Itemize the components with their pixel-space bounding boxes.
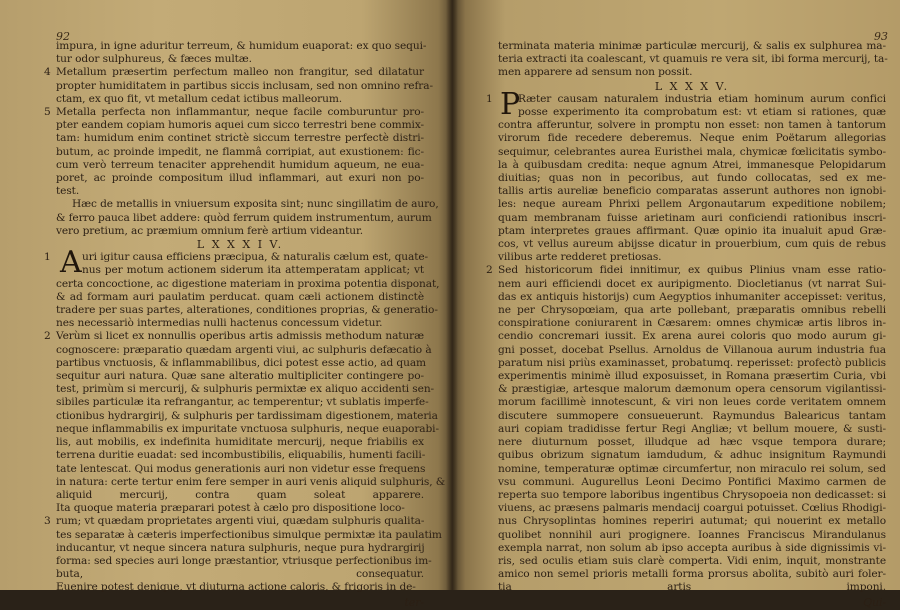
text-line: vsu communi. Augurellus Leoni Decimo Pontifici Maximo carmen de [498,475,886,488]
text-line: vilibus arte redderet pretiosas. [498,251,662,264]
text-line: forma: sed species auri longe præstantior, vtriusque perfectionibus im- [56,554,432,567]
text-line: terminata materia minimæ particulæ mercurij, & salis ex sulphurea ma- [498,40,886,52]
text-line: ris, sed oculis etiam suis clarè comperta. Vidi enim, inquit, monstrante [498,554,886,567]
text-line: paratum nisi priùs examinasset, probatumq. reperisset: profectò publicis [498,356,886,369]
text-line: tradere per suas partes, alterationes, conditiones proprias, & generatio- [56,304,438,317]
paragraph-number: 3 [44,515,51,528]
right-page-text [486,40,888,610]
text-line: poret, ac proinde compositum illud inflammari, aut exuri non po- [56,172,424,185]
text-line: quolibet nonnihil auri progignere. Ioannes Franciscus Mirandulanus [498,528,886,541]
text-line: men apparere ad sensum non possit. [498,66,693,79]
text-line: pter eandem copiam humoris aquei cum sicco terrestri bene commix- [56,119,424,132]
text-line: morum facillimè innotescunt, & viri non leues corde veritatem omnem [498,396,886,409]
text-line: Euenire potest denique, vt diuturna actione caloris, & frigoris in de- [56,581,416,594]
text-line: cendio concremari iussit. Ex arena aurei coloris quo modo aurum gi- [498,330,886,343]
text-line: Hæc de metallis in vniuersum exposita sint; nunc singillatim de auro, [72,198,439,211]
text-line: experimentis minimè illud exposuisset, in Romana præsertim Curia, vbi [498,370,886,383]
text-line: Metalla perfecta non inflammantur, neque facile comburuntur pro- [56,106,424,119]
text-line: vero pretium, ac præmium omnium ferè artium videantur. [56,224,364,237]
text-line: tes separatæ à cæteris imperfectionibus simulque permixtæ ita paulatim [56,528,442,541]
text-line: cum verò terreum tenaciter apprehendit humidum aqueum, ne eua- [56,158,424,171]
text-line: nem auri efficiendi docet ex auripigmento. Diocletianus (vt narrat Sui- [498,277,886,290]
text-line: tam: humidum enim continet strictè siccum terrestre perfectè distri- [56,132,424,145]
text-line: Ita quoque materia præparari potest à cælo pro dispositione loco- [56,502,405,515]
text-line: L X X X V. [654,79,730,93]
text-line: nus Chrysoplintas homines reperiri autumat; qui nouerint ex metallo [498,515,886,528]
text-line: sibiles particulæ ita refrangantur, ac temperentur; vt sublatis imperfe- [56,396,429,409]
text-line: test. [56,185,80,198]
text-line: cos, vt vellus aureum abijsse dicatur in prouerbium, cum quis de rebus [498,238,886,251]
text-line: exempla narrat, non solum ab ipso accepta auribus à side dignissimis vi- [498,541,886,554]
text-line: viuens, ac præsens palmaris mendacij coargui potuisset. Cœlius Rhodigi- [498,502,886,515]
text-line: Ræter causam naturalem industria etiam hominum aurum confici [518,92,886,105]
text-line: les: neque auream Phrixi pellem Argonautarum expeditione nobilem; [498,198,886,211]
paragraph-number: 1 [486,92,493,105]
text-line: uri igitur causa efficiens præcipua, & naturalis cælum est, quate- [82,251,429,264]
text-line: test, primùm si mercurij, & sulphuris permixtæ ex aliquo accidenti sen- [56,383,435,396]
drop-cap: A [60,245,82,281]
text-line: discutere summopere consueuerunt. Raymundus Balearicus tantam [498,409,886,422]
text-line: rum; vt quædam proprietates argenti viui, quædam sulphuris qualita- [56,515,425,528]
right-page-number: 93 [874,30,888,43]
catchword: Qui- [863,596,886,610]
left-page-text [44,40,446,610]
text-line: buta, consequatur. [56,568,424,581]
text-line: nere diuturnum posset, illudque ad hæc vsque tempora durare; [498,436,886,449]
text-line: nus per motum actionem siderum ita attemperatam applicat; vt [82,264,424,277]
catchword: ter- [404,596,424,610]
text-line: reperta suo tempore laboribus ingentibus Chrysopoeia non dedicasset: si [498,488,886,501]
text-line: diuitias; quas non in pecoribus, aut fundo collocatas, sed ex me- [498,172,886,185]
text-line: posse experimento ita comprobatum est: vt etiam si rationes, quæ [518,106,886,119]
paragraph-number: 1 [44,251,51,264]
text-line: ctam, ex quo fit, vt metallum cedat ictibus malleorum. [56,92,343,105]
text-line: tallis artis aureliæ beneficio comparatas asserunt authores non ignobi- [498,185,886,198]
text-line: nes necessariò intermedias nulli hactenus concessum videtur. [56,317,383,330]
text-line: quam membranam fuisse arietinam auri conficiendi rationibus inscri- [498,211,886,224]
text-line: certa concoctione, ac digestione materiam in proxima potentia disponat, [56,277,440,290]
text-line: virorum fide recedere deberemus. Neque enim Poëtarum allegorias [498,132,886,145]
text-line: tate lentescat. Qui modus generationis auri non videtur esse frequens [56,462,426,475]
text-line: das ex antiquis historijs) cum Aegyptios inhumaniter accepisset: veritus, [498,290,886,303]
text-line: sequimur, celebrantes aurea Euristhei mala, chymicæ fœlicitatis symbo- [498,145,886,158]
text-line: in natura: certe tertur enim fere semper in auri venis aliquid sulphuris, & [56,475,446,488]
text-line: terrena duritie euadat: sed incombustibilis, eliquabilis, humenti facili- [56,449,426,462]
paragraph-number: 2 [44,330,51,343]
text-line: & ad formam auri paulatim perducat. quam cæli actionem distinctè [56,290,424,303]
text-line: ptam interpretes graues affirmant. Quæ opinio ita inualuit apud Græ- [498,224,886,237]
text-line: ctionibus hydrargirij, & sulphuris per tardissimam digestionem, materia [56,409,438,422]
text-line: nomine, temperaturæ optimæ circumfertur, non miraculo rei solum, sed [498,462,886,475]
text-line: conspiratione coniurarent in Cæsarem: omnes chymicæ artis libros in- [498,317,886,330]
text-line: aliquid mercurij, contra quam soleat apparere. [56,488,424,501]
text-line: Metallum præsertim perfectum malleo non frangitur, sed dilatatur [56,66,424,79]
text-line: & præstigiæ, artesque malorum dæmonum opera censorum vigilantissi- [498,383,886,396]
text-line: partibus vnctuosis, & inflammabilibus, dici potest esse actio, ad quam [56,356,426,369]
drop-cap: P [500,86,521,122]
text-line: lis, aut mobilis, ex indefinita humiditate mercurij, neque friabilis ex [56,436,424,449]
text-line: ne per Chrysopœiam, qua arte pollebant, præparatis omnibus rebelli [498,304,886,317]
text-line: Verùm si licet ex nonnullis operibus artis admissis methodum naturæ [56,330,424,343]
paragraph-number: 2 [486,264,493,277]
text-line: butum, ac proinde impedit, ne flammâ corripiat, aut exustionem: fic- [56,145,424,158]
text-line: neque inflammabilis ex impuritate vnctuosa sulphuris, neque euaporabi- [56,422,439,435]
text-line: & ferro pauca libet addere: quòd ferrum quidem instrumentum, aurum [56,211,432,224]
text-line: amico non semel prioris metalli forma prorsus abolita, subitò auri foler- [498,568,886,581]
text-line: la à quibusdam credita: neque agnum Atrei, immanesque Pelopidarum [498,158,886,171]
text-line: sequitur auri natura. Quæ sane alteratio multipliciter contingere po- [56,370,424,383]
text-line: auri copiam tradidisse fertur Regi Angliæ; vt bellum mouere, & susti- [498,422,886,435]
text-line: L X X X I V. [196,238,284,252]
text-line: tia artis imponi. [498,581,886,594]
text-line: inducantur, vt neque sincera natura sulphuris, neque pura hydrargirij [56,541,425,554]
text-line: Sed historicorum fidei innitimur, ex quibus Plinius vnam esse ratio- [498,264,886,277]
text-line: quibus obrizum signatum iamdudum, & adhuc insignitum Raymundi [498,449,886,462]
paragraph-number: 5 [44,106,51,118]
text-line: tur odor sulphureus, & fæces multæ. [56,53,252,66]
right-page [452,0,900,610]
text-line: gni posset, docebat Psellus. Arnoldus de Villanoua aurum industria fua [498,343,886,356]
text-line: propter humiditatem in partibus siccis inclusam, sed non omnino refra- [56,79,433,92]
text-line: teria extracti ita coalescant, vt quamuis re vera sit, ibi forma mercurij, ta- [498,53,888,66]
paragraph-number: 4 [44,66,51,79]
left-page-number: 92 [56,30,70,43]
text-line: impura, in igne aduritur terreum, & humidum euaporat: ex quo sequi- [56,40,427,52]
text-line: contra afferuntur, solvere in promptu non esset: non tamen à tantorum [498,119,886,132]
text-line: cognoscere: præparatio quædam argenti viui, ac sulphuris defæcatio à [56,343,432,356]
book-gutter [446,0,458,590]
